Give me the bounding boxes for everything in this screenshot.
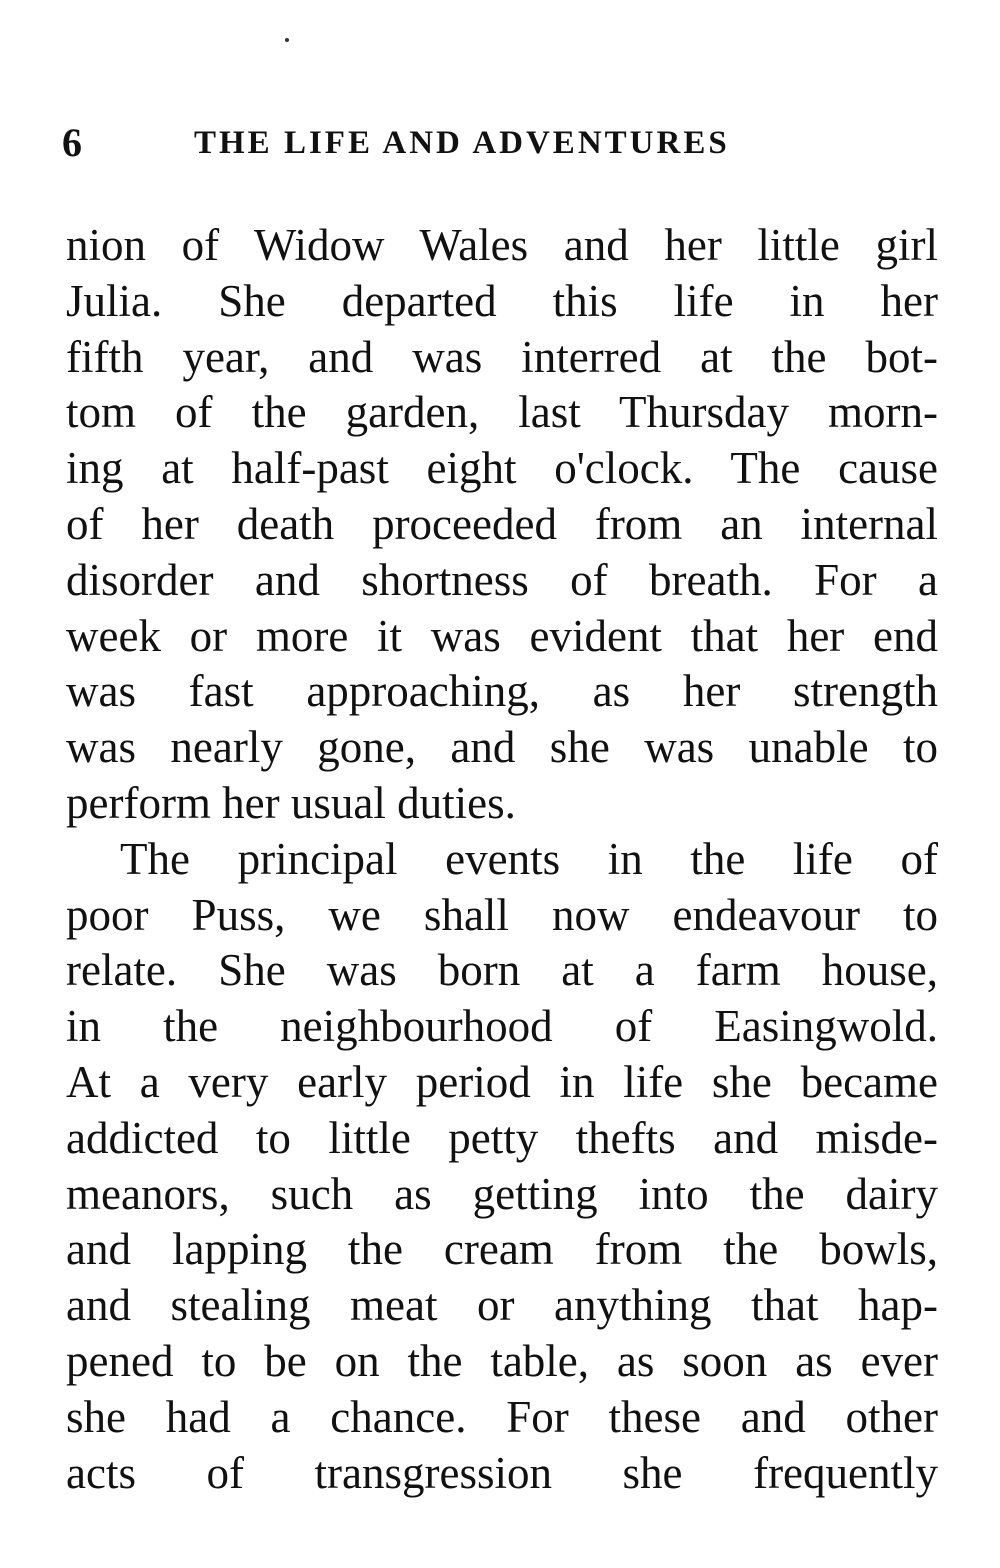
- text-line: addicted to little petty thefts and misde-: [66, 1112, 938, 1163]
- text-line: pened to be on the table, as soon as ever: [66, 1335, 938, 1386]
- text-line: disorder and shortness of breath. For a: [66, 554, 938, 605]
- text-line: and stealing meat or anything that hap-: [66, 1280, 938, 1331]
- text-line: poor Puss, we shall now endeavour to: [66, 889, 938, 940]
- text-line: acts of transgression she frequently: [66, 1447, 938, 1498]
- text-line: meanors, such as getting into the dairy: [66, 1168, 938, 1219]
- text-line: relate. She was born at a farm house,: [66, 945, 938, 996]
- text-line: in the neighbourhood of Easingwold.: [66, 1001, 938, 1052]
- text-line: was fast approaching, as her strength: [66, 666, 938, 717]
- text-line-paragraph-start: The principal events in the life of: [120, 833, 938, 884]
- text-line: ing at half-past eight o'clock. The cause: [66, 443, 938, 494]
- text-line: she had a chance. For these and other: [66, 1391, 938, 1442]
- text-line-paragraph-end: perform her usual duties.: [66, 777, 516, 828]
- running-head: [62, 118, 822, 168]
- text-line: At a very early period in life she became: [66, 1056, 938, 1107]
- print-speck: [285, 38, 289, 42]
- text-line: tom of the garden, last Thursday morn-: [66, 387, 938, 438]
- text-line: Julia. She departed this life in her: [66, 275, 938, 326]
- text-line: fifth year, and was interred at the bot-: [66, 331, 938, 382]
- text-line: week or more it was evident that her end: [66, 610, 938, 661]
- running-title: THE LIFE AND ADVENTURES: [194, 125, 730, 161]
- text-line: and lapping the cream from the bowls,: [66, 1224, 938, 1275]
- body-text: [66, 218, 938, 1501]
- page-number: 6: [62, 120, 82, 165]
- text-line: was nearly gone, and she was unable to: [66, 722, 938, 773]
- text-line: of her death proceeded from an internal: [66, 498, 938, 549]
- text-line: nion of Widow Wales and her little girl: [66, 220, 938, 270]
